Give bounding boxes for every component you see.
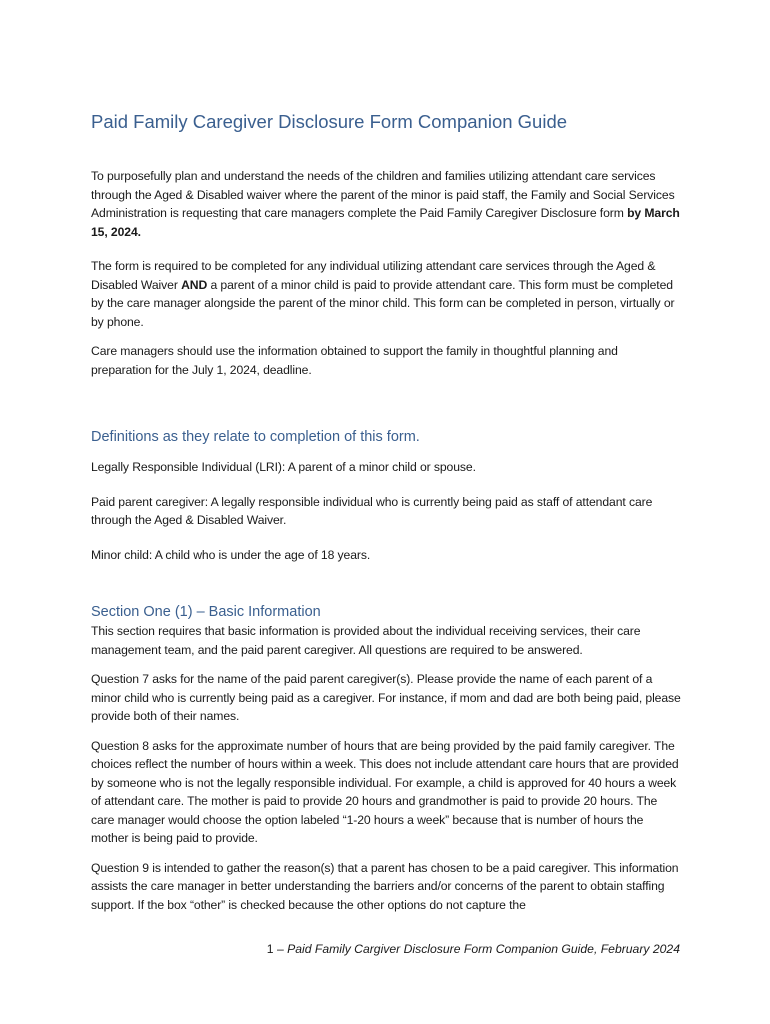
question-8-paragraph: Question 8 asks for the approximate number of hours that are being provided by the paid family caregiver. The choices reflect the number of hours within a week. This does not include attendant care hours that are provided by someone who is not the legally responsible individual. For example, a child is approved for 40 hours a week of attendant care. The mother is paid to provide 20 hours and grandmother is paid to provide 20 hours. The care manager would choose the option labeled “1-20 hours a week” because that is number of hours the mother is being paid to provide.	[91, 738, 679, 845]
footer-page-number: 1 –	[266, 942, 288, 956]
question-9-paragraph: Question 9 is intended to gather the reason(s) that a parent has chosen to be a paid caregiver. This information assists the care manager in better understanding the barriers and/or concerns of the parent to obtain staffing support. If the box “other” is checked because the other options do not capture the	[91, 860, 679, 912]
definition-paid-parent-caregiver: Paid parent caregiver: A legally responsible individual who is currently being paid as staff of attendant care through the Aged & Disabled Waiver.	[91, 494, 653, 527]
and-bold: AND	[181, 277, 208, 292]
footer-text: Paid Family Cargiver Disclosure Form Companion Guide, February 2024	[287, 942, 680, 956]
intro-paragraph-2-part-a: The form is required to be completed for any individual utilizing attendant care services through the Aged & Disabled Waiver	[91, 259, 656, 292]
page-footer	[0, 942, 680, 956]
deadline-bold: by March 15, 2024.	[91, 206, 680, 239]
question-7-paragraph: Question 7 asks for the name of the paid parent caregiver(s). Please provide the name of each parent of a minor child who is currently being paid as a caregiver. For instance, if mom and dad are both being paid, please provide both of their names.	[91, 672, 681, 723]
section-one-heading: Section One (1) – Basic Information	[91, 604, 321, 620]
definition-minor-child: Minor child: A child who is under the age of 18 years.	[91, 547, 371, 562]
intro-paragraph-2-part-b: a parent of a minor child is paid to provide attendant care. This form must be completed by the care manager alongside the parent of the minor child. This form can be completed in person, virtually or by phone.	[91, 277, 675, 329]
intro-paragraph-3: Care managers should use the information obtained to support the family in thoughtful planning and preparation for the July 1, 2024, deadline.	[91, 344, 618, 377]
document-title: Paid Family Caregiver Disclosure Form Companion Guide	[91, 111, 568, 132]
intro-paragraph-1-text: To purposefully plan and understand the needs of the children and families utilizing attendant care services through the Aged & Disabled waiver where the parent of the minor is paid staff, the Family and Social Services Administration is requesting that care managers complete the Paid Family Caregiver Disclosure form	[91, 169, 675, 220]
section-one-intro: This section requires that basic information is provided about the individual receiving services, their care management team, and the paid parent caregiver. All questions are required to be answered.	[91, 624, 641, 657]
intro-paragraph-2	[91, 257, 681, 331]
definitions-heading: Definitions as they relate to completion of this form.	[91, 429, 420, 445]
definition-lri: Legally Responsible Individual (LRI): A parent of a minor child or spouse.	[91, 460, 476, 474]
intro-paragraph-1	[91, 167, 681, 241]
document-body	[91, 108, 681, 914]
